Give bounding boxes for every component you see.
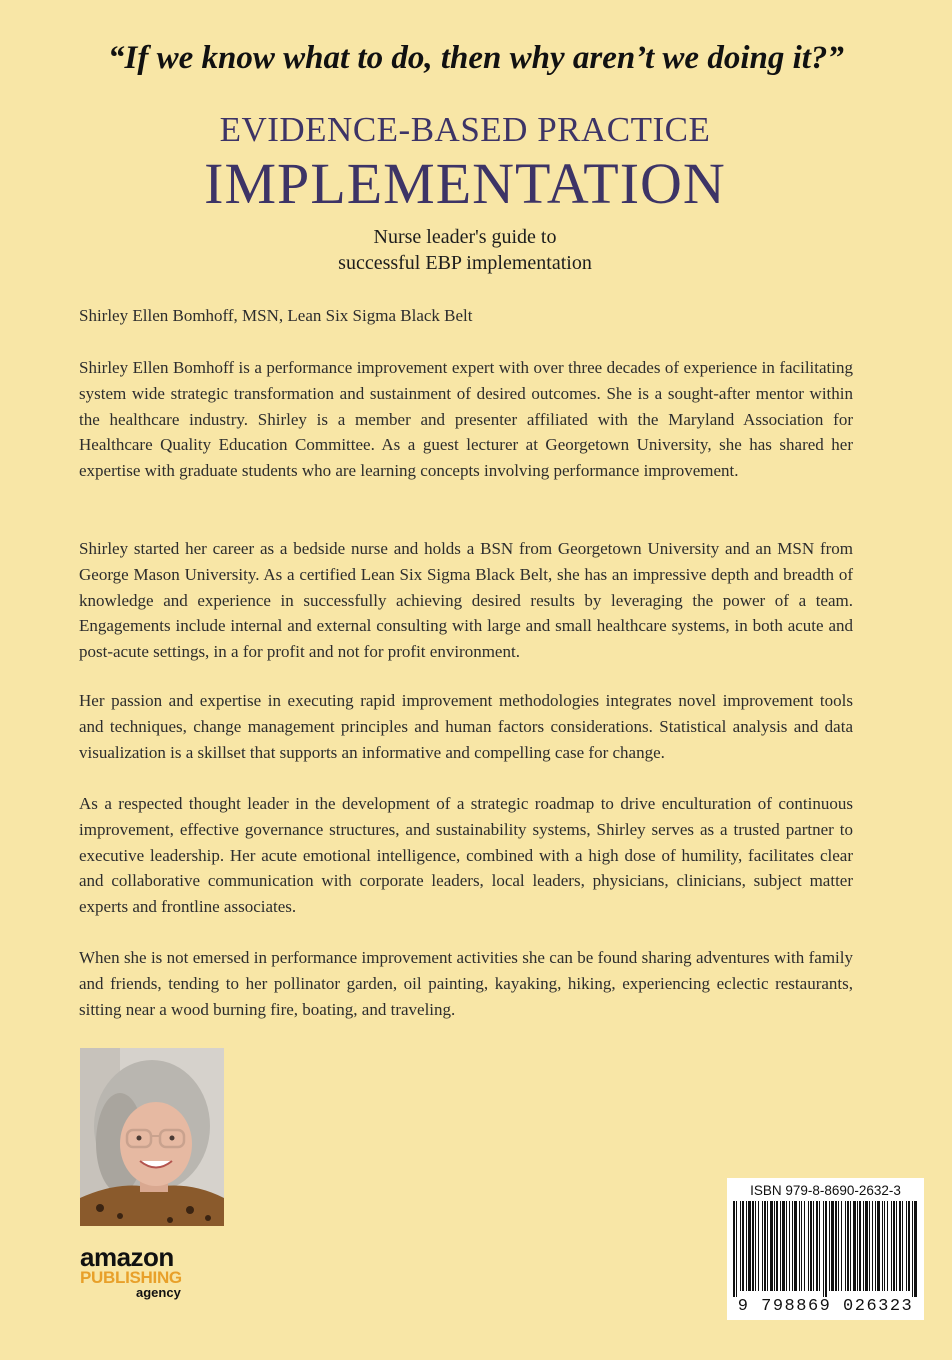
logo-publishing-text: PUBLISHING — [80, 1268, 182, 1287]
barcode-bar — [845, 1201, 846, 1291]
barcode-bar — [794, 1201, 797, 1291]
barcode-bar — [912, 1201, 913, 1297]
barcode-bar — [831, 1201, 834, 1291]
barcode-bar — [872, 1201, 873, 1291]
barcode-bar — [869, 1201, 870, 1291]
barcode-bar — [819, 1201, 820, 1291]
barcode-bar — [853, 1201, 856, 1291]
barcode-bar — [896, 1201, 897, 1291]
barcode-bar — [829, 1201, 830, 1291]
barcode-bar — [877, 1201, 880, 1291]
barcode-bar — [762, 1201, 763, 1291]
barcode-bar — [748, 1201, 751, 1291]
barcode-bar — [786, 1201, 787, 1291]
subtitle-line-1: Nurse leader's guide to — [373, 226, 557, 248]
title-line-1: EVIDENCE-BASED PRACTICE — [219, 110, 711, 149]
barcode-bar — [884, 1201, 885, 1291]
publisher-logo — [80, 1242, 220, 1300]
logo-amazon-text: amazon — [80, 1242, 174, 1272]
barcode-bar — [755, 1201, 756, 1291]
barcode-bar — [789, 1201, 790, 1291]
barcode-bar — [808, 1201, 809, 1291]
bio-paragraph-1: Shirley Ellen Bomhoff is a performance improvement expert with over three decades of experience in facilitating system wide strategic transformation and sustainment of desired outcomes. She is a sought-after mentor within the healthcare industry. Shirley is a member and presenter affiliated with the Maryland Association for Healthcare Quality Education Committee. As a guest lecturer at Georgetown University, she has shared her expertise with graduate students who are learning concepts involving performance improvement. — [79, 358, 853, 481]
barcode-bar — [893, 1201, 895, 1291]
logo-agency-text: agency — [136, 1285, 181, 1300]
barcode-bar — [887, 1201, 888, 1291]
barcode-bar — [891, 1201, 892, 1291]
barcode-bar — [752, 1201, 754, 1291]
barcode-digits: 9 798869 026323 — [737, 1297, 914, 1316]
barcode-bar — [742, 1201, 744, 1291]
barcode-bar — [850, 1201, 851, 1291]
barcode-bar — [804, 1201, 805, 1291]
barcode-bar — [816, 1201, 818, 1291]
title-line-2: IMPLEMENTATION — [204, 151, 726, 216]
barcode-bar — [859, 1201, 861, 1291]
barcode-bar — [825, 1201, 827, 1297]
isbn-barcode — [727, 1178, 924, 1320]
barcode-bar — [914, 1201, 917, 1297]
barcode-bar — [764, 1201, 766, 1291]
bio-paragraph-2: Shirley started her career as a bedside nurse and holds a BSN from Georgetown University and an MSN from George Mason University. As a certified Lean Six Sigma Black Belt, she has an impressive depth and breadth of knowledge and experience in successfully achieving desired results by leveraging the power of a team. Engagements include internal and external consulting with large and small healthcare systems, in both acute and post-acute settings, in a for profit and not for profit environment. — [79, 539, 853, 662]
barcode-bar — [863, 1201, 864, 1291]
bio-paragraph-4: As a respected thought leader in the development of a strategic roadmap to drive enculturation of continuous improvement, effective governance structures, and sustainability systems, Shirley serves as a trusted partner to executive leadership. Her acute emotional intelligence, combined with a high dose of humility, facilitates clear and collaborative communication with corporate leaders, local leaders, physicians, clinicians, subject matter experts and frontline associates. — [79, 794, 853, 917]
barcode-bar — [767, 1201, 768, 1291]
barcode-bar — [758, 1201, 759, 1291]
isbn-label: ISBN 979-8-8690-2632-3 — [750, 1183, 901, 1198]
barcode-bar — [902, 1201, 903, 1291]
barcode-bar — [810, 1201, 812, 1291]
barcode-bar — [801, 1201, 802, 1291]
barcode-bar — [882, 1201, 883, 1291]
barcode-bar — [813, 1201, 814, 1291]
barcode-bar — [733, 1201, 735, 1297]
barcode-bar — [799, 1201, 800, 1291]
author-credentials: Shirley Ellen Bomhoff, MSN, Lean Six Sigma Black Belt — [79, 306, 473, 325]
barcode-bar — [782, 1201, 785, 1291]
cover-quote: “If we know what to do, then why aren’t we doing it?” — [108, 40, 844, 76]
barcode-bar — [841, 1201, 842, 1291]
barcode-bar — [906, 1201, 907, 1291]
barcode-bar — [780, 1201, 781, 1291]
barcode-bar — [746, 1201, 747, 1291]
barcode-bar — [740, 1201, 741, 1291]
bio-paragraph-3: Her passion and expertise in executing rapid improvement methodologies integrates novel improvement tools and techniques, change management principles and human factors considerations. Statistical analysis and data visualization is a skillset that supports an informative and compelling case for change. — [79, 691, 853, 762]
subtitle — [0, 224, 930, 276]
barcode-bar — [875, 1201, 876, 1291]
barcode-bar — [838, 1201, 839, 1291]
author-photo — [80, 1048, 224, 1226]
bio-paragraph-5: When she is not emersed in performance improvement activities she can be found sharing adventures with family and friends, tending to her pollinator garden, oil painting, kayaking, hiking, experiencing eclectic restaurants, sitting near a wood burning fire, boating, and traveling. — [79, 948, 853, 1019]
barcode-bar — [770, 1201, 773, 1291]
barcode-bar — [847, 1201, 849, 1291]
barcode-bar — [776, 1201, 778, 1291]
barcode-bar — [835, 1201, 837, 1291]
barcode-bar — [774, 1201, 775, 1291]
barcode-bar — [736, 1201, 737, 1297]
barcode-bar — [865, 1201, 868, 1291]
barcode-bar — [857, 1201, 858, 1291]
barcode-bar — [908, 1201, 910, 1291]
barcode-bar — [792, 1201, 793, 1291]
barcode-bar — [823, 1201, 824, 1297]
subtitle-line-2: successful EBP implementation — [338, 252, 592, 274]
barcode-bar — [899, 1201, 901, 1291]
barcode-bars — [731, 1201, 920, 1297]
